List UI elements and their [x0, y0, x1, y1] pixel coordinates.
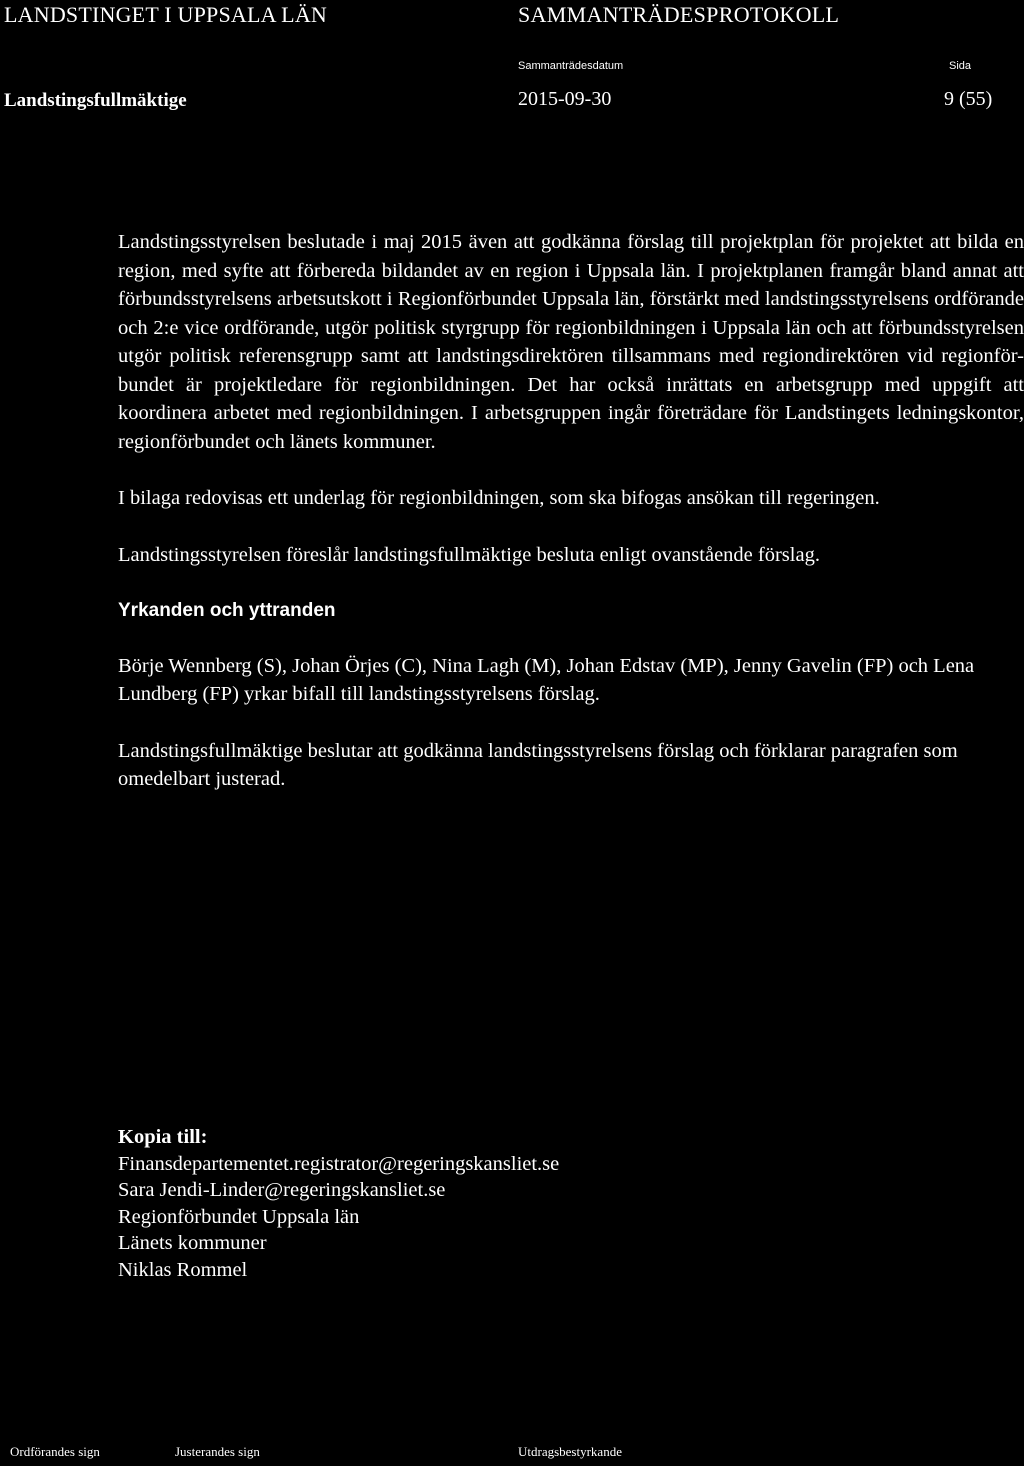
recipient: Niklas Rommel: [118, 1258, 248, 1281]
body-name: Landstingsfullmäktige: [4, 90, 187, 111]
organization-name: LANDSTINGET I UPPSALA LÄN: [4, 2, 327, 27]
recipient: Sara Jendi-Linder@regeringskansliet.se: [118, 1179, 446, 1201]
chair-signature-label: Ordförandes sign: [10, 1444, 100, 1459]
recipient: Länets kommuner: [118, 1232, 267, 1254]
document-type: SAMMANTRÄDESPROTOKOLL: [518, 2, 840, 27]
copy-to-section: [118, 1124, 559, 1283]
meeting-date-label: Sammanträdesdatum: [518, 60, 624, 72]
paragraph-attachment: I bilaga redovisas ett underlag för regionbildningen, som ska bifogas ansökan till regeringen.: [118, 487, 880, 509]
page-label: Sida: [949, 60, 972, 72]
recipient: Regionförbundet Uppsala län: [118, 1205, 360, 1228]
document-body: [118, 228, 1024, 822]
section-heading: Yrkanden och yttranden: [118, 600, 336, 621]
extract-certification-label: Utdragsbestyrkande: [518, 1444, 622, 1459]
recipient: Finansdepartementet.registrator@regeringskansliet.se: [118, 1152, 560, 1175]
page-number: 9 (55): [944, 88, 993, 110]
paragraph-board-proposal: Landstingsstyrelsen föreslår landstingsfullmäktige besluta enligt ovanstående förslag.: [118, 543, 820, 566]
paragraph-project-plan: Landstingsstyrelsen beslutade i maj 2015 även att godkänna förslag till projektplan för projektet att bilda en region, med syfte att förbereda bildandet av en region i Uppsala län. I projektplanen framgår bland annat att förbundsstyrelsens arbetsutskott i Regionförbundet Uppsala län, förstärkt med landstingsstyrelsens ordförande och 2:e vice ordförande, utgör politisk styrgrupp för regionbildningen i Uppsala län och att förbundsstyrelsen utgör politisk referensgrupp samt att landstingsdirektören tillsammans med regiondirektören vid regionför-bundet är projektledare för regionbildningen. Det har också inrättats en arbetsgrupp med uppgift att koordinera arbetet med regionbildningen. I arbetsgruppen ingår företrädare för Landstingets ledningskontor, regionförbundet och länets kommuner.: [118, 231, 1024, 453]
adjuster-signature-label: Justerandes sign: [175, 1444, 260, 1459]
copy-to-label: Kopia till:: [118, 1126, 208, 1148]
paragraph-motions: Börje Wennberg (S), Johan Örjes (C), Nina Lagh (M), Johan Edstav (MP), Jenny Gavelin (FP) och Lena Lundberg (FP) yrkar bifall till landstingsstyrelsens förslag.: [118, 654, 975, 705]
meeting-date: 2015-09-30: [518, 88, 612, 110]
paragraph-decision: Landstingsfullmäktige beslutar att godkänna landstingsstyrelsens förslag och förklarar paragrafen som omedelbart justerad.: [118, 739, 958, 790]
